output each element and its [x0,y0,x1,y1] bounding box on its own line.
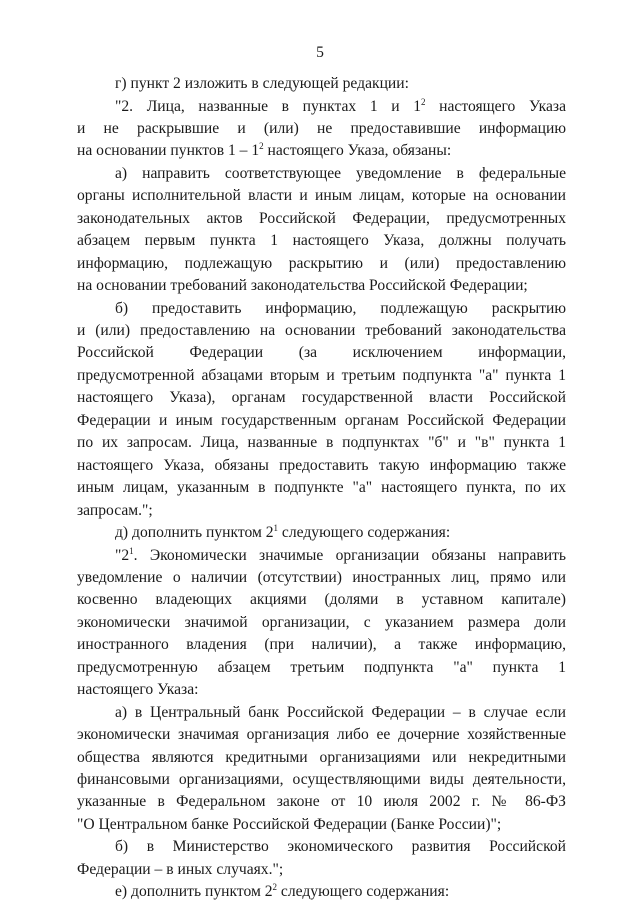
text-line: д) дополнить пунктом $2^1$ следующего содержания: [115,523,451,541]
text-line: настоящего Указа: [77,681,199,699]
text-line: законодательных актов Российской Федерации, предусмотренных [77,209,566,227]
text-line: иным лицам, указанным в подпункте "а" настоящего пункта, по их [77,479,566,497]
text-line: на основании требований законодательства Российской Федерации; [77,277,528,294]
text-line: настоящего Указа), органам государственной власти Российской [77,389,566,407]
page-number: 5 [316,44,324,61]
text-line: органы исполнительной власти и иным лицам, которые на основании [77,187,566,205]
text-line: уведомление о наличии (отсутствии) иностранных лиц, прямо или [77,568,566,586]
text-line: указанные в Федеральном законе от 10 июля 2002 г. № 86-ФЗ [77,793,566,811]
text-line: и (или) предоставлению на основании требований законодательства [77,321,566,339]
text-line: б) предоставить информацию, подлежащую раскрытию [115,299,566,317]
text-line: на основании пунктов $1 - 1^2$ настоящего Указа, обязаны: [77,141,452,160]
text-line: "2. Лица, названные в пунктах 1 и $1^2$ настоящего Указа [115,96,566,115]
text-line: предусмотренной абзацами вторым и третьим подпункта "а" пункта 1 [77,366,566,384]
text-line: б) в Министерство экономического развития Российской [115,838,566,856]
text-line: а) направить соответствующее уведомление в федеральные [115,164,566,182]
text-line: настоящего Указа, обязаны предоставить такую информацию также [77,456,566,474]
text-line: е) дополнить пунктом $2^2$ следующего содержания: [115,882,450,901]
text-line: иностранного владения (при наличии), а также информацию, [77,636,566,654]
text-line: а) в Центральный банк Российской Федерации – в случае если [115,703,566,721]
text-line: экономически значимая организация либо ее дочерние хозяйственные [77,726,566,743]
text-line: экономически значимой организации, с указанием размера доли [77,613,566,631]
text-line: "$2^1$. Экономически значимые организации обязаны направить [115,545,566,564]
text-line: г) пункт 2 изложить в следующей редакции: [115,75,409,92]
text-line: и не раскрывшие и (или) не предоставившие информацию [77,119,566,137]
text-line: Федерации – в иных случаях."; [77,860,284,878]
text-line: "О Центральном банке Российской Федерации (Банке России)"; [77,815,502,833]
text-line: общества являются кредитными организациями или некредитными [77,748,566,766]
text-line: Российской Федерации (за исключением информации, [77,344,566,362]
text-line: по их запросам. Лица, названные в подпунктах "б" и "в" пункта 1 [77,434,566,452]
text-line: предусмотренную абзацем третьим подпункта "а" пункта 1 [77,658,566,676]
text-line: абзацем первым пункта 1 настоящего Указа, должны получать [77,232,566,250]
text-line: запросам."; [77,501,153,519]
text-line: финансовыми организациями, осуществляющими виды деятельности, [77,770,566,788]
text-line: Федерации и иным государственным органам Российской Федерации [77,411,566,429]
text-line: информацию, подлежащую раскрытию и (или) предоставлению [77,254,566,272]
text-line: косвенно владеющих акциями (долями в уставном капитале) [77,591,566,609]
